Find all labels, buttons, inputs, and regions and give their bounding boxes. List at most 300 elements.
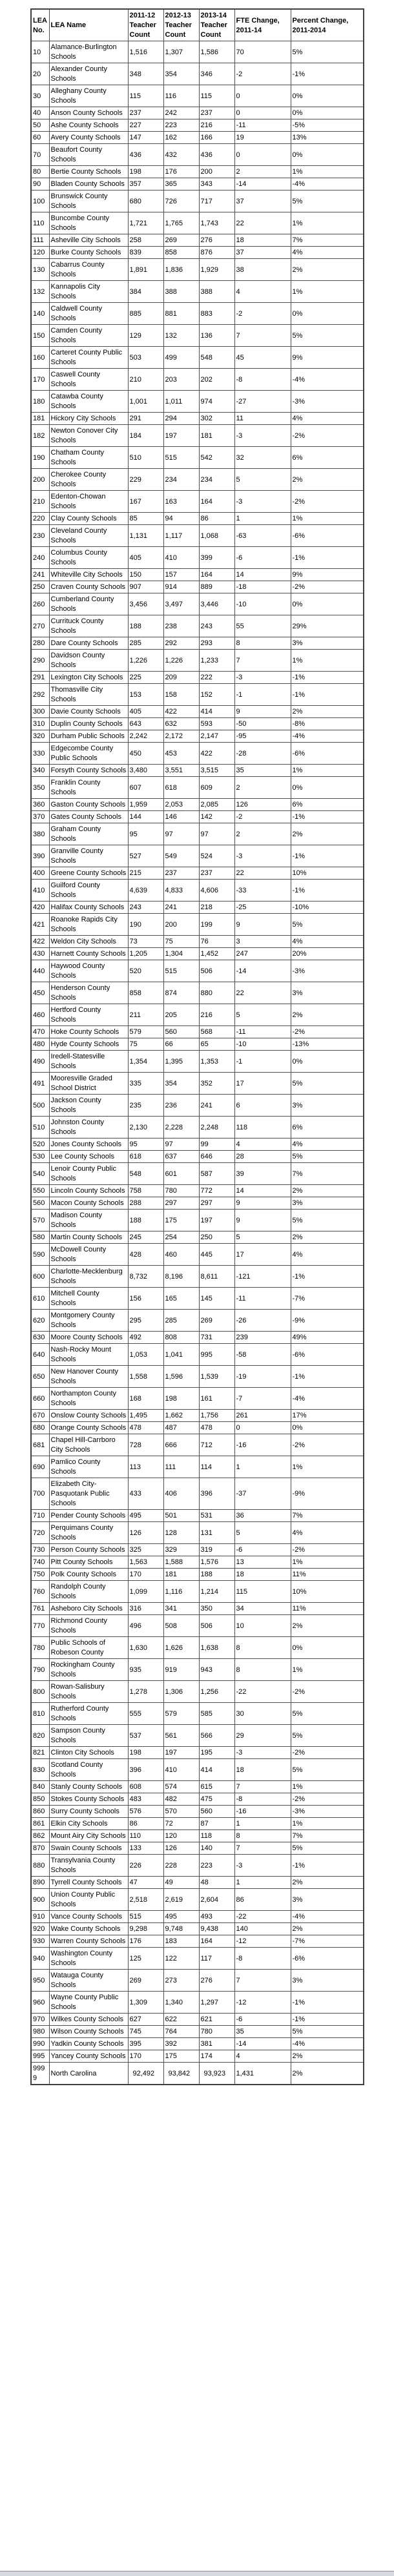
- cell: 1,765: [163, 212, 199, 234]
- cell: 780: [199, 2026, 234, 2038]
- cell: 445: [199, 1244, 234, 1266]
- cell: 86: [234, 1889, 291, 1911]
- cell: 198: [128, 1747, 163, 1759]
- table-row: [31, 325, 364, 347]
- cell: 176: [163, 166, 199, 178]
- lea-name-cell: Whiteville City Schools: [49, 569, 128, 581]
- cell: 3,515: [199, 765, 234, 777]
- lea-no-cell: 560: [31, 1197, 49, 1210]
- lea-name-cell: Currituck County Schools: [49, 615, 128, 637]
- lea-no-cell: 30: [31, 85, 49, 107]
- cell: 1%: [291, 212, 364, 234]
- column-header-2: 2011-12 Teacher Count: [128, 9, 163, 41]
- cell: 388: [163, 281, 199, 303]
- cell: 183: [163, 1935, 199, 1948]
- cell: 1: [234, 1818, 291, 1830]
- cell: 0: [234, 107, 291, 119]
- cell: 622: [163, 2014, 199, 2026]
- cell: 414: [199, 1759, 234, 1781]
- table-row: [31, 823, 364, 845]
- table-row: [31, 1151, 364, 1163]
- lea-name-cell: Person County Schools: [49, 1544, 128, 1556]
- cell: 405: [128, 547, 163, 569]
- cell: 1,576: [199, 1556, 234, 1569]
- lea-no-cell: 790: [31, 1659, 49, 1681]
- cell: 354: [163, 1073, 199, 1095]
- cell: 225: [128, 672, 163, 684]
- lea-no-cell: 600: [31, 1266, 49, 1288]
- lea-name-cell: Alexander County Schools: [49, 63, 128, 85]
- cell: 223: [199, 1855, 234, 1877]
- cell: -4%: [291, 369, 364, 391]
- cell: 726: [163, 191, 199, 212]
- table-row: [31, 1725, 364, 1747]
- cell: 1,226: [163, 650, 199, 672]
- table-row: [31, 1855, 364, 1877]
- lea-no-cell: 590: [31, 1244, 49, 1266]
- cell: 1,309: [128, 1992, 163, 2014]
- lea-name-cell: Newton Conover City Schools: [49, 425, 128, 447]
- cell: -1%: [291, 1366, 364, 1388]
- lea-name-cell: Washington County Schools: [49, 1948, 128, 1970]
- cell: 36: [234, 1510, 291, 1522]
- lea-no-cell: 210: [31, 491, 49, 513]
- cell: 428: [128, 1244, 163, 1266]
- cell: -22: [234, 1911, 291, 1923]
- cell: 388: [199, 281, 234, 303]
- lea-name-cell: Onslow County Schools: [49, 1410, 128, 1422]
- cell: 4,606: [199, 880, 234, 902]
- lea-no-cell: 200: [31, 469, 49, 491]
- cell: 731: [199, 1332, 234, 1344]
- table-row: [31, 569, 364, 581]
- cell: 4: [234, 281, 291, 303]
- cell: 881: [163, 303, 199, 325]
- cell: 524: [199, 845, 234, 867]
- lea-name-cell: Hyde County Schools: [49, 1038, 128, 1051]
- table-row: [31, 615, 364, 637]
- cell: 384: [128, 281, 163, 303]
- cell: -22: [234, 1681, 291, 1703]
- table-row: [31, 85, 364, 107]
- cell: 140: [199, 1842, 234, 1855]
- cell: 0: [234, 85, 291, 107]
- lea-name-cell: Randolph County Schools: [49, 1581, 128, 1603]
- cell: 97: [199, 823, 234, 845]
- lea-no-cell: 740: [31, 1556, 49, 1569]
- cell: 637: [163, 1151, 199, 1163]
- lea-name-cell: Harnett County Schools: [49, 948, 128, 960]
- lea-no-cell: 550: [31, 1185, 49, 1197]
- cell: 352: [199, 1073, 234, 1095]
- table-row: [31, 718, 364, 730]
- cell: 717: [199, 191, 234, 212]
- cell: 527: [128, 845, 163, 867]
- cell: -4%: [291, 1388, 364, 1410]
- cell: 1,662: [163, 1410, 199, 1422]
- cell: 1,891: [128, 259, 163, 281]
- cell: 95: [128, 823, 163, 845]
- cell: 136: [199, 325, 234, 347]
- lea-name-cell: Beaufort County Schools: [49, 144, 128, 166]
- lea-teacher-count-table: [30, 8, 364, 2085]
- lea-no-cell: 860: [31, 1806, 49, 1818]
- lea-no-cell: 340: [31, 765, 49, 777]
- lea-name-cell: Jackson County Schools: [49, 1095, 128, 1117]
- table-row: [31, 948, 364, 960]
- cell: 276: [199, 234, 234, 247]
- cell: -14: [234, 178, 291, 191]
- cell: 4%: [291, 936, 364, 948]
- lea-name-cell: Nash-Rocky Mount Schools: [49, 1344, 128, 1366]
- cell: 593: [199, 718, 234, 730]
- cell: -1%: [291, 845, 364, 867]
- cell: 235: [128, 1095, 163, 1117]
- cell: 579: [128, 1026, 163, 1038]
- lea-no-cell: 610: [31, 1288, 49, 1310]
- cell: 297: [163, 1197, 199, 1210]
- cell: 712: [199, 1434, 234, 1456]
- lea-no-cell: 930: [31, 1935, 49, 1948]
- cell: 808: [163, 1332, 199, 1344]
- cell: 587: [199, 1163, 234, 1185]
- cell: 162: [163, 132, 199, 144]
- cell: -37: [234, 1478, 291, 1510]
- cell: 170: [128, 2050, 163, 2063]
- cell: 1,340: [163, 1992, 199, 2014]
- cell: 197: [163, 425, 199, 447]
- cell: 1,001: [128, 391, 163, 413]
- cell: -2: [234, 303, 291, 325]
- cell: 4%: [291, 413, 364, 425]
- cell: 18: [234, 1569, 291, 1581]
- cell: 618: [128, 1151, 163, 1163]
- table-row: [31, 1266, 364, 1288]
- lea-no-cell: 370: [31, 811, 49, 823]
- cell: -6: [234, 547, 291, 569]
- cell: 0%: [291, 1051, 364, 1073]
- cell: 9,438: [199, 1923, 234, 1935]
- cell: 772: [199, 1185, 234, 1197]
- cell: 7%: [291, 1163, 364, 1185]
- cell: 302: [199, 413, 234, 425]
- cell: -8%: [291, 718, 364, 730]
- cell: 1,756: [199, 1410, 234, 1422]
- cell: -2%: [291, 1544, 364, 1556]
- cell: 436: [199, 144, 234, 166]
- lea-no-cell: 290: [31, 650, 49, 672]
- cell: 247: [234, 948, 291, 960]
- lea-no-cell: 230: [31, 525, 49, 547]
- cell: 758: [128, 1185, 163, 1197]
- cell: 197: [163, 1747, 199, 1759]
- table-row: [31, 1288, 364, 1310]
- lea-no-cell: 120: [31, 247, 49, 259]
- lea-name-cell: Ashe County Schools: [49, 119, 128, 132]
- cell: 566: [199, 1725, 234, 1747]
- header-row: [31, 9, 364, 41]
- lea-no-cell: 800: [31, 1681, 49, 1703]
- cell: -6%: [291, 525, 364, 547]
- lea-no-cell: 182: [31, 425, 49, 447]
- lea-no-cell: 950: [31, 1970, 49, 1992]
- cell: 86: [128, 1818, 163, 1830]
- cell: 396: [128, 1759, 163, 1781]
- lea-name-cell: Wilson County Schools: [49, 2026, 128, 2038]
- cell: -2: [234, 63, 291, 85]
- lea-name-cell: Richmond County Schools: [49, 1615, 128, 1637]
- cell: 450: [128, 743, 163, 765]
- lea-no-cell: 840: [31, 1781, 49, 1793]
- cell: -1%: [291, 811, 364, 823]
- lea-no-cell: 870: [31, 1842, 49, 1855]
- cell: 65: [199, 1038, 234, 1051]
- cell: 4%: [291, 1139, 364, 1151]
- cell: 93,842: [163, 2063, 199, 2085]
- cell: 229: [128, 469, 163, 491]
- cell: 288: [128, 1197, 163, 1210]
- cell: 935: [128, 1659, 163, 1681]
- table-row: [31, 637, 364, 650]
- cell: 1,395: [163, 1051, 199, 1073]
- table-row: [31, 491, 364, 513]
- lea-name-cell: Cumberland County Schools: [49, 593, 128, 615]
- cell: 49: [163, 1877, 199, 1889]
- cell: -3: [234, 425, 291, 447]
- lea-no-cell: 110: [31, 212, 49, 234]
- cell: 37: [234, 191, 291, 212]
- lea-no-cell: 995: [31, 2050, 49, 2063]
- table-row: [31, 1210, 364, 1231]
- lea-name-cell: Avery County Schools: [49, 132, 128, 144]
- lea-name-cell: Stokes County Schools: [49, 1793, 128, 1806]
- table-row: [31, 581, 364, 593]
- lea-no-cell: 530: [31, 1151, 49, 1163]
- lea-no-cell: 80: [31, 166, 49, 178]
- cell: 5%: [291, 1151, 364, 1163]
- cell: 176: [128, 1935, 163, 1948]
- lea-name-cell: Lenoir County Public Schools: [49, 1163, 128, 1185]
- cell: 181: [163, 1569, 199, 1581]
- table-row: [31, 1163, 364, 1185]
- lea-no-cell: 920: [31, 1923, 49, 1935]
- cell: 131: [199, 1522, 234, 1544]
- cell: 1%: [291, 1556, 364, 1569]
- table-row: [31, 1366, 364, 1388]
- cell: 14: [234, 1185, 291, 1197]
- table-row: [31, 413, 364, 425]
- lea-name-cell: Orange County Schools: [49, 1422, 128, 1434]
- cell: -14: [234, 2038, 291, 2050]
- cell: 728: [128, 1434, 163, 1456]
- lea-no-cell: 100: [31, 191, 49, 212]
- cell: 839: [128, 247, 163, 259]
- cell: 1,117: [163, 525, 199, 547]
- cell: 5: [234, 1231, 291, 1244]
- cell: 170: [128, 1569, 163, 1581]
- lea-name-cell: Davidson County Schools: [49, 650, 128, 672]
- cell: 0%: [291, 303, 364, 325]
- cell: 5: [234, 469, 291, 491]
- cell: 1,214: [199, 1581, 234, 1603]
- cell: 216: [199, 119, 234, 132]
- lea-name-cell: Johnston County Schools: [49, 1117, 128, 1139]
- lea-name-cell: Rockingham County Schools: [49, 1659, 128, 1681]
- cell: -6: [234, 2014, 291, 2026]
- cell: -8: [234, 369, 291, 391]
- table-row: [31, 1139, 364, 1151]
- cell: 503: [128, 347, 163, 369]
- cell: 200: [163, 914, 199, 936]
- cell: 140: [234, 1923, 291, 1935]
- cell: 478: [199, 1422, 234, 1434]
- cell: 118: [199, 1830, 234, 1842]
- lea-no-cell: 580: [31, 1231, 49, 1244]
- lea-no-cell: 270: [31, 615, 49, 637]
- cell: 133: [128, 1842, 163, 1855]
- table-row: [31, 650, 364, 672]
- cell: 3%: [291, 1095, 364, 1117]
- cell: -28: [234, 743, 291, 765]
- lea-no-cell: 700: [31, 1478, 49, 1510]
- cell: -2: [234, 811, 291, 823]
- lea-name-cell: Clinton City Schools: [49, 1747, 128, 1759]
- cell: 7: [234, 325, 291, 347]
- table-row: [31, 1581, 364, 1603]
- cell: 2%: [291, 2050, 364, 2063]
- cell: 70: [234, 41, 291, 63]
- cell: 350: [199, 1603, 234, 1615]
- lea-name-cell: Graham County Schools: [49, 823, 128, 845]
- cell: 18: [234, 234, 291, 247]
- lea-no-cell: 440: [31, 960, 49, 982]
- cell: 85: [128, 513, 163, 525]
- lea-name-cell: Dare County Schools: [49, 637, 128, 650]
- cell: 10%: [291, 1581, 364, 1603]
- cell: 495: [128, 1510, 163, 1522]
- cell: 1,278: [128, 1681, 163, 1703]
- cell: 222: [199, 672, 234, 684]
- cell: -50: [234, 718, 291, 730]
- cell: -3: [234, 845, 291, 867]
- total-row: [31, 2063, 364, 2085]
- cell: 432: [163, 144, 199, 166]
- cell: 234: [163, 469, 199, 491]
- cell: 5%: [291, 1725, 364, 1747]
- lea-no-cell: 90: [31, 178, 49, 191]
- lea-name-cell: Davie County Schools: [49, 706, 128, 718]
- cell: 209: [163, 672, 199, 684]
- table-row: [31, 212, 364, 234]
- cell: 6%: [291, 447, 364, 469]
- cell: 515: [163, 447, 199, 469]
- cell: 1,053: [128, 1344, 163, 1366]
- cell: 227: [128, 119, 163, 132]
- cell: 45: [234, 347, 291, 369]
- cell: -11: [234, 1288, 291, 1310]
- cell: 1,638: [199, 1637, 234, 1659]
- lea-no-cell: 810: [31, 1703, 49, 1725]
- table-row: [31, 166, 364, 178]
- cell: 5%: [291, 1210, 364, 1231]
- table-row: [31, 684, 364, 706]
- table-row: [31, 593, 364, 615]
- table-row: [31, 1332, 364, 1344]
- lea-no-cell: 980: [31, 2026, 49, 2038]
- cell: 269: [128, 1970, 163, 1992]
- cell: 120: [163, 1830, 199, 1842]
- lea-name-cell: Warren County Schools: [49, 1935, 128, 1948]
- cell: 223: [163, 119, 199, 132]
- cell: 236: [163, 1095, 199, 1117]
- cell: 561: [163, 1725, 199, 1747]
- cell: 142: [199, 811, 234, 823]
- lea-name-cell: Wayne County Public Schools: [49, 1992, 128, 2014]
- lea-no-cell: 300: [31, 706, 49, 718]
- cell: 422: [199, 743, 234, 765]
- table-row: [31, 982, 364, 1004]
- cell: 4,833: [163, 880, 199, 902]
- cell: -26: [234, 1310, 291, 1332]
- table-row: [31, 191, 364, 212]
- cell: 568: [199, 1026, 234, 1038]
- cell: -63: [234, 525, 291, 547]
- cell: 110: [128, 1830, 163, 1842]
- cell: 542: [199, 447, 234, 469]
- table-row: [31, 672, 364, 684]
- table-row: [31, 1422, 364, 1434]
- cell: -4%: [291, 2038, 364, 2050]
- lea-name-cell: Asheville City Schools: [49, 234, 128, 247]
- cell: 405: [128, 706, 163, 718]
- cell: 1,297: [199, 1992, 234, 2014]
- cell: 1,743: [199, 212, 234, 234]
- table-row: [31, 1388, 364, 1410]
- cell: 1%: [291, 281, 364, 303]
- cell: 627: [128, 2014, 163, 2026]
- cell: 316: [128, 1603, 163, 1615]
- cell: -10: [234, 593, 291, 615]
- table-row: [31, 1747, 364, 1759]
- cell: 510: [128, 447, 163, 469]
- cell: 126: [163, 1842, 199, 1855]
- cell: -8: [234, 1793, 291, 1806]
- cell: -58: [234, 1344, 291, 1366]
- cell: 1,226: [128, 650, 163, 672]
- cell: 885: [128, 303, 163, 325]
- cell: 8,196: [163, 1266, 199, 1288]
- cell: -3: [234, 1855, 291, 1877]
- cell: 880: [199, 982, 234, 1004]
- cell: -1%: [291, 2014, 364, 2026]
- cell: -10%: [291, 902, 364, 914]
- table-row: [31, 1806, 364, 1818]
- lea-no-cell: 830: [31, 1759, 49, 1781]
- cell: 243: [199, 615, 234, 637]
- cell: 188: [199, 1569, 234, 1581]
- cell: 239: [234, 1332, 291, 1344]
- cell: 1%: [291, 513, 364, 525]
- cell: 285: [128, 637, 163, 650]
- lea-name-cell: Henderson County Schools: [49, 982, 128, 1004]
- cell: 9: [234, 1197, 291, 1210]
- cell: 609: [199, 777, 234, 799]
- lea-no-cell: 770: [31, 1615, 49, 1637]
- cell: -1: [234, 684, 291, 706]
- cell: 174: [199, 2050, 234, 2063]
- cell: 55: [234, 615, 291, 637]
- cell: 1: [234, 513, 291, 525]
